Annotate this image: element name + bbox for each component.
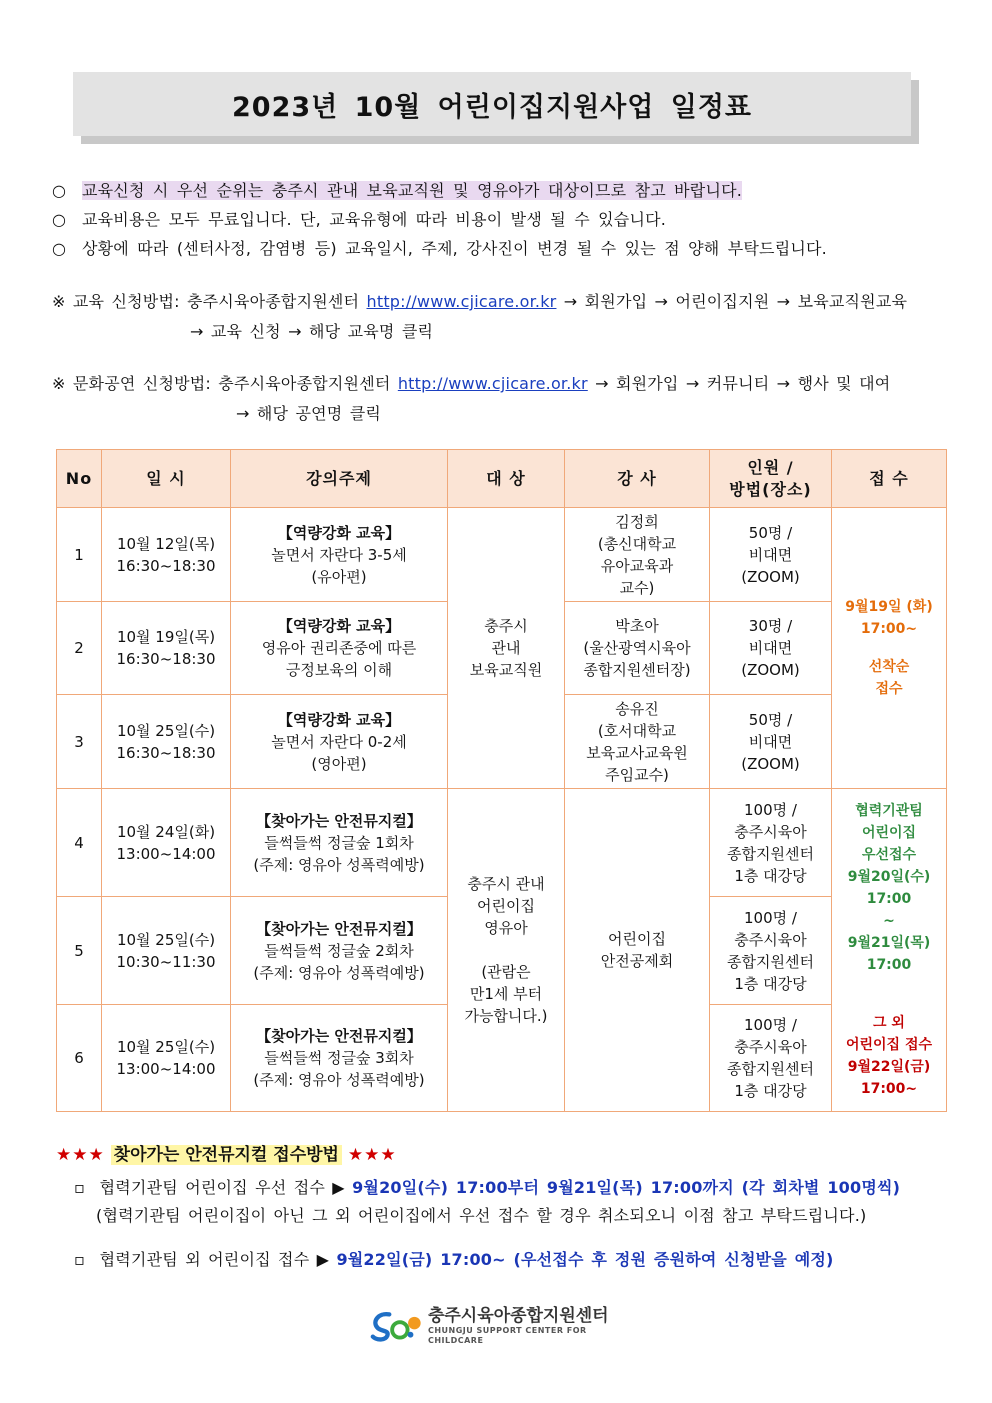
cell-no: 6 xyxy=(57,1005,102,1112)
notice-text: 교육신청 시 우선 순위는 충주시 관내 보육교직원 및 영유아가 대상이므로 참고 바랍니다. xyxy=(82,181,743,200)
cell-topic: 【찾아가는 안전뮤지컬】 들썩들썩 정글숲 1회차 (주제: 영유아 성폭력예방) xyxy=(231,789,448,897)
title-box xyxy=(73,72,911,136)
cell-lecturer: 박초아 (울산광역시육아 종합지원센터장) xyxy=(565,602,710,695)
notice-text: 교육비용은 모두 무료입니다. 단, 교육유형에 따라 비용이 발생 될 수 있습니다. xyxy=(82,210,667,229)
education-apply-line2: → 교육 신청 → 해당 교육명 클릭 xyxy=(190,322,434,341)
notice-item xyxy=(52,176,952,205)
circle-bullet: ○ xyxy=(52,181,67,200)
cell-capacity: 100명 / 충주시육아 종합지원센터 1층 대강당 xyxy=(710,789,832,897)
priority-period: 9월20일(수) 17:00부터 9월21일(목) 17:00까지 (각 회차별 100명씩) xyxy=(352,1178,901,1197)
culture-apply-line1: ※ 문화공연 신청방법: 충주시육아종합지원센터 http://www.cjicare.or.kr → 회원가입 → 커뮤니티 → 행사 및 대여 xyxy=(52,374,891,393)
cell-datetime: 10월 12일(목) 16:30~18:30 xyxy=(102,508,231,602)
cell-no: 2 xyxy=(57,602,102,695)
circle-bullet: ○ xyxy=(52,239,67,258)
header-target: 대 상 xyxy=(448,450,565,508)
star-icon: ★★★ xyxy=(347,1145,397,1165)
cell-topic: 【역량강화 교육】 영유아 권리존중에 따른 긍정보육의 이해 xyxy=(231,602,448,695)
cell-lecturer: 송유진 (호서대학교 보육교사교육원 주임교수) xyxy=(565,695,710,789)
cell-capacity: 100명 / 충주시육아 종합지원센터 1층 대강당 xyxy=(710,1005,832,1112)
header-lecturer: 강 사 xyxy=(565,450,710,508)
cell-datetime: 10월 25일(수) 13:00~14:00 xyxy=(102,1005,231,1112)
title-banner xyxy=(73,72,919,144)
table-row xyxy=(57,508,947,602)
priority-note: (협력기관팀 어린이집이 아닌 그 외 어린이집에서 우선 접수 할 경우 취소되오니 이점 참고 부탁드립니다.) xyxy=(96,1206,867,1225)
musical-method-item: ▫ 협력기관팀 어린이집 우선 접수 ▶ 9월20일(수) 17:00부터 9월21일(목) 17:00까지 (각 회차별 100명씩) (협력기관팀 어린이집이 아닌 그 외 어린이집에서 우선 접수 할 경우 취소되오니 이점 참고 부탁드립니다.) xyxy=(74,1174,974,1230)
cell-lecturer: 김정희 (총신대학교 유아교육과 교수) xyxy=(565,508,710,602)
culture-apply-line2: → 해당 공연명 클릭 xyxy=(236,404,382,423)
education-apply-line1: ※ 교육 신청방법: 충주시육아종합지원센터 http://www.cjicare.or.kr → 회원가입 → 어린이집지원 → 보육교직원교육 xyxy=(52,292,908,311)
notice-item xyxy=(52,234,952,263)
cell-datetime: 10월 19일(목) 16:30~18:30 xyxy=(102,602,231,695)
notice-text: 상황에 따라 (센터사정, 감염병 등) 교육일시, 주제, 강사진이 변경 될 수 있는 점 양해 부탁드립니다. xyxy=(82,239,827,258)
circle-bullet: ○ xyxy=(52,210,67,229)
cell-datetime: 10월 25일(수) 10:30~11:30 xyxy=(102,897,231,1005)
cell-target-musical: 충주시 관내 어린이집 영유아 (관람은 만1세 부터 가능합니다.) xyxy=(448,789,565,1112)
cell-datetime: 10월 24일(화) 13:00~14:00 xyxy=(102,789,231,897)
header-reception: 접 수 xyxy=(832,450,947,508)
header-topic: 강의주제 xyxy=(231,450,448,508)
page-title: 2023년 10월 어린이집지원사업 일정표 xyxy=(232,91,752,123)
cell-datetime: 10월 25일(수) 16:30~18:30 xyxy=(102,695,231,789)
square-bullet: ▫ xyxy=(74,1178,86,1197)
cell-no: 3 xyxy=(57,695,102,789)
cell-capacity: 100명 / 충주시육아 종합지원센터 1층 대강당 xyxy=(710,897,832,1005)
center-logo xyxy=(368,1308,638,1344)
cell-no: 1 xyxy=(57,508,102,602)
center-logo-name: 충주시육아종합지원센터 xyxy=(427,1306,609,1326)
cell-capacity: 50명 / 비대면 (ZOOM) xyxy=(710,695,832,789)
star-icon: ★★★ xyxy=(56,1145,105,1165)
musical-method-item: ▫ 협력기관팀 외 어린이집 접수 ▶ 9월22일(금) 17:00~ (우선접수 후 정원 증원하여 신청받을 예정) xyxy=(74,1250,834,1269)
general-period: 9월22일(금) 17:00~ (우선접수 후 정원 증원하여 신청받을 예정) xyxy=(336,1250,834,1269)
square-bullet: ▫ xyxy=(74,1250,86,1269)
culture-apply-method xyxy=(52,369,972,429)
header-capacity: 인원 / 방법(장소) xyxy=(710,450,832,508)
cell-reception-edu: 9월19일 (화) 17:00~ 선착순 접수 xyxy=(832,508,947,789)
cell-capacity: 30명 / 비대면 (ZOOM) xyxy=(710,602,832,695)
education-apply-method xyxy=(52,287,972,347)
center-logo-icon xyxy=(368,1308,426,1344)
table-row xyxy=(57,789,947,897)
header-no: No xyxy=(57,450,102,508)
cell-capacity: 50명 / 비대면 (ZOOM) xyxy=(710,508,832,602)
schedule-table xyxy=(56,449,947,1112)
education-apply-link[interactable]: http://www.cjicare.or.kr xyxy=(366,292,557,311)
musical-method-title: 찾아가는 안전뮤지컬 접수방법 xyxy=(111,1145,342,1165)
cell-lecturer-musical: 어린이집 안전공제회 xyxy=(565,789,710,1112)
musical-method-heading xyxy=(56,1140,397,1165)
cell-target-edu: 충주시 관내 보육교직원 xyxy=(448,508,565,789)
cell-no: 5 xyxy=(57,897,102,1005)
cell-topic: 【역량강화 교육】 놀면서 자란다 3-5세 (유아편) xyxy=(231,508,448,602)
header-datetime: 일 시 xyxy=(102,450,231,508)
center-logo-name-en: CHUNGJU SUPPORT CENTER FOR CHILDCARE xyxy=(427,1326,587,1345)
cell-reception-musical: 협력기관팀 어린이집 우선접수 9월20일(수) 17:00 ~ 9월21일(목) 17:00 그 외 어린이집 접수 9월22일(금) 17:00~ xyxy=(832,789,947,1112)
notice-list xyxy=(52,176,952,263)
culture-apply-link[interactable]: http://www.cjicare.or.kr xyxy=(397,374,588,393)
cell-no: 4 xyxy=(57,789,102,897)
notice-item xyxy=(52,205,952,234)
cell-topic: 【역량강화 교육】 놀면서 자란다 0-2세 (영아편) xyxy=(231,695,448,789)
cell-topic: 【찾아가는 안전뮤지컬】 들썩들썩 정글숲 2회차 (주제: 영유아 성폭력예방) xyxy=(231,897,448,1005)
table-header-row xyxy=(57,450,947,508)
cell-topic: 【찾아가는 안전뮤지컬】 들썩들썩 정글숲 3회차 (주제: 영유아 성폭력예방) xyxy=(231,1005,448,1112)
